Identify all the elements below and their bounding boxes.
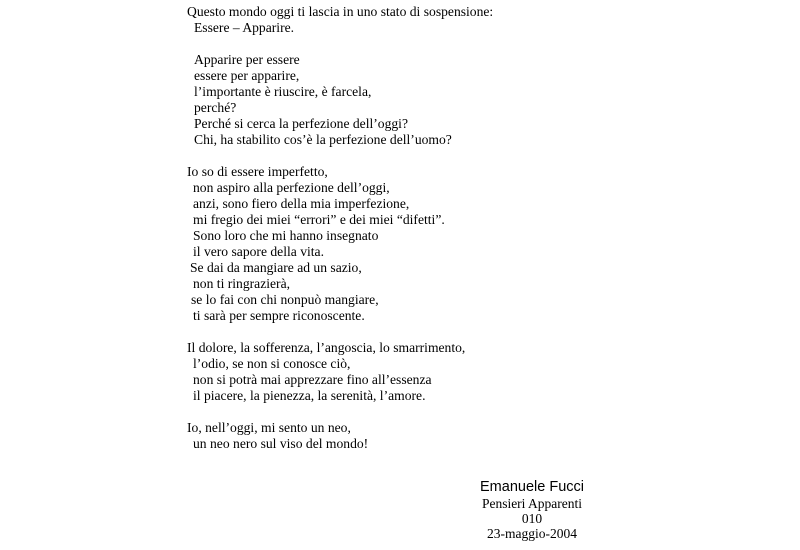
poem-line: Perché si cerca la perfezione dell’oggi? bbox=[194, 116, 408, 131]
poem-line: ti sarà per sempre riconoscente. bbox=[193, 308, 365, 323]
poem-line: Se dai da mangiare ad un sazio, bbox=[190, 260, 362, 275]
poem-line: Io so di essere imperfetto, bbox=[187, 164, 328, 179]
poem bbox=[187, 4, 493, 468]
poem-line: Io, nell’oggi, mi sento un neo, bbox=[187, 420, 351, 435]
poem-line: mi fregio dei miei “errori” e dei miei “difetti”. bbox=[193, 212, 445, 227]
poem-line: il vero sapore della vita. bbox=[193, 244, 324, 259]
poem-line: se lo fai con chi nonpuò mangiare, bbox=[191, 292, 379, 307]
poem-line: non aspiro alla perfezione dell’oggi, bbox=[193, 180, 390, 195]
signature-block bbox=[455, 478, 609, 541]
poem-line: l’importante è riuscire, è farcela, bbox=[194, 84, 372, 99]
poem-line: Chi, ha stabilito cos’è la perfezione dell’uomo? bbox=[194, 132, 452, 147]
stanza-2 bbox=[187, 52, 493, 148]
poem-line: non ti ringrazierà, bbox=[193, 276, 291, 291]
stanza-4 bbox=[187, 340, 493, 404]
poem-line: essere per apparire, bbox=[194, 68, 300, 83]
poem-line: Questo mondo oggi ti lascia in uno stato di sospensione: bbox=[187, 4, 494, 19]
poem-line: l’odio, se non si conosce ciò, bbox=[193, 356, 351, 371]
author-name: Emanuele Fucci bbox=[480, 479, 584, 495]
poem-line: Il dolore, la sofferenza, l’angoscia, lo smarrimento, bbox=[187, 340, 466, 355]
poem-number: 010 bbox=[521, 511, 543, 526]
poem-line: anzi, sono fiero della mia imperfezione, bbox=[193, 196, 410, 211]
poem-line: Essere – Apparire. bbox=[194, 20, 295, 35]
stanza-1 bbox=[187, 4, 493, 36]
stanza-5 bbox=[187, 420, 493, 452]
poem-line: un neo nero sul viso del mondo! bbox=[193, 436, 369, 451]
stanza-3 bbox=[187, 164, 493, 324]
poem-line: perché? bbox=[194, 100, 237, 115]
poem-line: il piacere, la pienezza, la serenità, l’amore. bbox=[193, 388, 426, 403]
poem-line: Sono loro che mi hanno insegnato bbox=[193, 228, 379, 243]
poem-date: 23-maggio-2004 bbox=[487, 526, 577, 541]
poem-line: non si potrà mai apprezzare fino all’essenza bbox=[193, 372, 432, 387]
poem-line: Apparire per essere bbox=[194, 52, 300, 67]
collection-title: Pensieri Apparenti bbox=[481, 496, 583, 511]
